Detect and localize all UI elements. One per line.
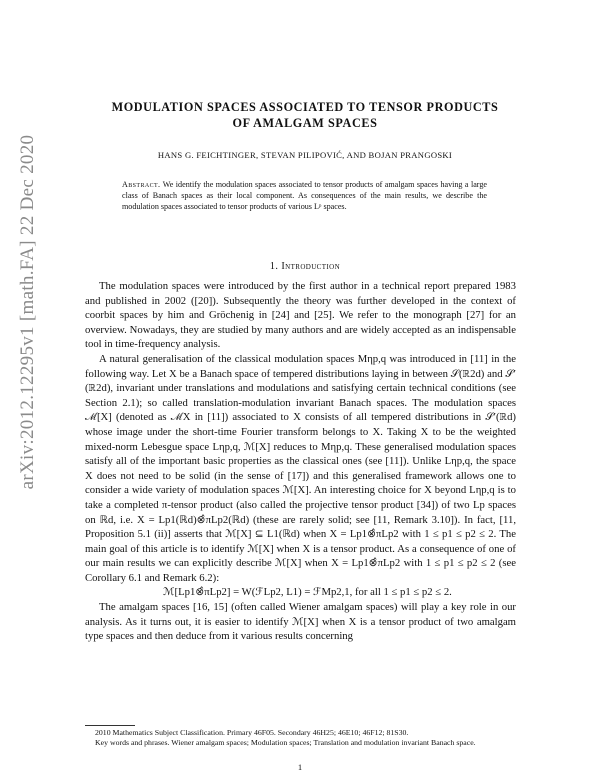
footnote-keywords: Key words and phrases. Wiener amalgam spaces; Modulation spaces; Translation and modulation invariant Banach space.: [95, 738, 476, 748]
arxiv-identifier[interactable]: arXiv:2012.12295v1 [math.FA] 22 Dec 2020: [17, 134, 38, 490]
section-heading: [90, 261, 520, 272]
footnotes: [85, 728, 516, 749]
page-number: 1: [297, 762, 303, 772]
footnote-rule: [85, 725, 135, 726]
paragraph-2: A natural generalisation of the classical modulation spaces Mηp,q was introduced in [11] in the following way. Let X be a Banach space of tempered distributions laying in between 𝒮(ℝ2d) and 𝒮′(ℝ2d), invariant under translations and modulations and satisfying certain technical conditions (see Section 2.1); so called translation-modulation invariant Banach spaces. The modulation spaces ℳ[X] (denoted as ℳX in [11]) associated to X consists of all tempered distributions in 𝒮′(ℝd) whose image under the short-time Fourier transform belongs to X. Taking X to be the weighted mixed-norm Lebesgue space Lηp,q, ℳ[X] reduces to Mηp,q. These generalised modulation spaces satisfy all of the important basic properties as the classical ones (see [11]). Unlike Lηp,q, the space X does not need to be solid (in the sense of [17]) and this generalised framework allows one to consider a wide variety of modulation spaces ℳ[X]. An interesting choice for X beyond Lηp,q is to take a completed π-tensor product (also called the projective tensor product [34]) of two Lp spaces on ℝd, i.e. X = Lp1(ℝd)⊗̂πLp2(ℝd) (these are rarely solid; see [11, Remark 3.10]). In fact, [11, Proposition 5.1 (ii)] asserts that ℳ[X] ⊆ L1(ℝd) when X = Lp1⊗̂πLp2 with 1 ≤ p1 ≤ p2 ≤ 2. The main goal of this article is to identify ℳ[X] when X is a tensor product. As a consequence of one of our main results we can explicitly describe ℳ[X] when X = Lp1⊗̂πLp2 with 1 ≤ p1 ≤ p2 ≤ 2 (see Corollary 6.1 and Remark 6.2):: [85, 352, 516, 584]
title-line-2: OF AMALGAM SPACES: [232, 116, 378, 130]
section-number: 1.: [269, 261, 279, 272]
paper-title: [90, 99, 520, 131]
paragraph-1: The modulation spaces were introduced by the first author in a technical report prepared 1983 and published in 2002 ([20]). Subsequently the theory was further developed in the context of coorbit spaces by him and Gröchenig in [24] and [25]. We refer to the monograph [27] for an overview. Nowadays, they are studied by many authors and are widely accepted as an indispensable tool in time-frequency analysis.: [85, 280, 516, 351]
section-title: Introduction: [281, 261, 341, 272]
abstract: [122, 180, 487, 212]
paragraph-3: The amalgam spaces [16, 15] (often called Wiener amalgam spaces) will play a key role in our analysis. As it turns out, it is easier to identify ℳ[X] when X is a tensor product of two amalgam type spaces and then deduce from it various results concerning: [85, 601, 516, 643]
display-equation: ℳ[Lp1⊗̂πLp2] = W(ℱLp2, L1) = ℱMp2,1, for all 1 ≤ p1 ≤ p2 ≤ 2.: [163, 586, 452, 599]
footnote-msc: 2010 Mathematics Subject Classification. Primary 46F05. Secondary 46H25; 46E10; 46F12; 81S30.: [95, 728, 409, 737]
body-text: [85, 279, 516, 644]
author-list: HANS G. FEICHTINGER, STEVAN PILIPOVIĆ, AND BOJAN PRANGOSKI: [157, 150, 453, 160]
abstract-text: We identify the modulation spaces associated to tensor products of amalgam spaces having a large class of Banach spaces as their local component. As consequences of the main results, we describe the modulation spaces associated to tensor products of various Lᵖ spaces.: [122, 180, 487, 211]
abstract-label: Abstract.: [122, 180, 161, 189]
title-line-1: MODULATION SPACES ASSOCIATED TO TENSOR PRODUCTS: [111, 100, 499, 114]
